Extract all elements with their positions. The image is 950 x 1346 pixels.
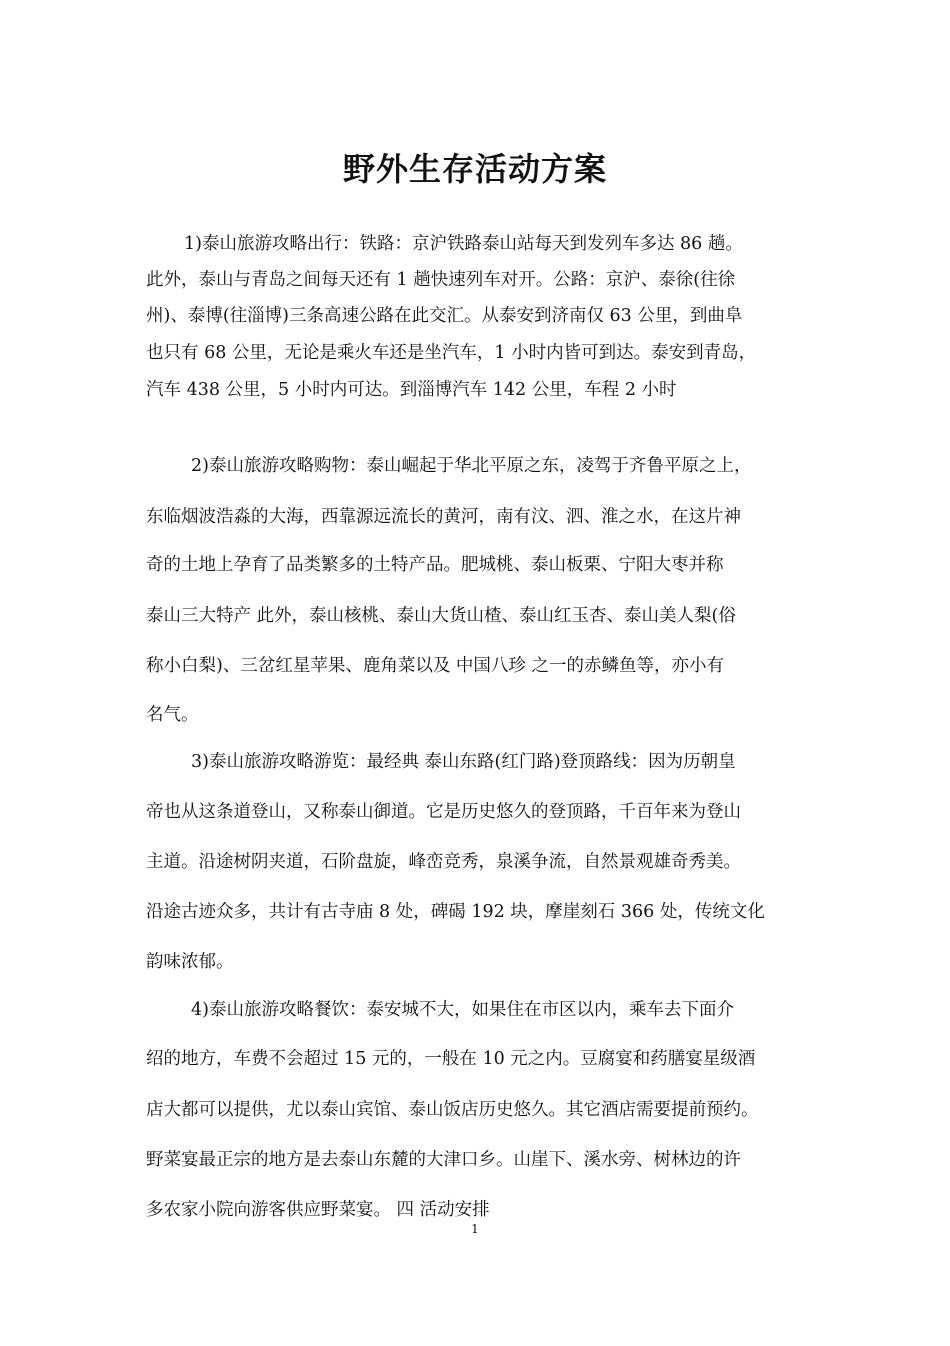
paragraph-line: 沿途古迹众多，共计有古寺庙 8 处，碑碣 192 块，摩崖刻石 366 处，传统文化 bbox=[146, 902, 765, 922]
paragraph-line: 名气。 bbox=[146, 705, 199, 725]
paragraph-line: 店大都可以提供，尤以泰山宾馆、泰山饭店历史悠久。其它酒店需要提前预约。 bbox=[146, 1100, 759, 1120]
paragraph-line: 1)泰山旅游攻略出行：铁路：京沪铁路泰山站每天到发列车多达 86 趟。 bbox=[184, 234, 743, 254]
paragraph-line: 东临烟波浩淼的大海，西靠源远流长的黄河，南有汶、泗、淮之水，在这片神 bbox=[146, 507, 741, 527]
paragraph-line: 4)泰山旅游攻略餐饮：泰安城不大，如果住在市区以内，乘车去下面介 bbox=[191, 1000, 734, 1020]
paragraph-line: 汽车 438 公里，5 小时内可达。到淄博汽车 142 公里，车程 2 小时 bbox=[146, 380, 677, 400]
paragraph-line: 州)、泰博(往淄博)三条高速公路在此交汇。从泰安到济南仅 63 公里，到曲阜 bbox=[146, 306, 743, 326]
paragraph-line: 多农家小院向游客供应野菜宴。 四 活动安排 bbox=[146, 1200, 490, 1220]
paragraph-line: 泰山三大特产 此外，泰山核桃、泰山大货山楂、泰山红玉杏、泰山美人梨(俗 bbox=[146, 606, 736, 626]
paragraph-line: 野菜宴最正宗的地方是去泰山东麓的大津口乡。山崖下、溪水旁、树林边的许 bbox=[146, 1150, 741, 1170]
paragraph-line: 2)泰山旅游攻略购物：泰山崛起于华北平原之东，凌驾于齐鲁平原之上， bbox=[191, 456, 752, 476]
paragraph-line: 韵味浓郁。 bbox=[146, 952, 234, 972]
paragraph-line: 绍的地方，车费不会超过 15 元的，一般在 10 元之内。豆腐宴和药膳宴星级酒 bbox=[146, 1049, 756, 1069]
document-title: 野外生存活动方案 bbox=[342, 150, 607, 189]
paragraph-line: 也只有 68 公里，无论是乘火车还是坐汽车，1 小时内皆可到达。泰安到青岛， bbox=[146, 343, 757, 363]
page-number: 1 bbox=[471, 1222, 479, 1236]
paragraph-line: 称小白梨)、三岔红星苹果、鹿角菜以及 中国八珍 之一的赤鳞鱼等，亦小有 bbox=[146, 656, 724, 676]
paragraph-line: 奇的土地上孕育了品类繁多的土特产品。肥城桃、泰山板栗、宁阳大枣并称 bbox=[146, 555, 724, 575]
paragraph-line: 主道。沿途树阴夹道，石阶盘旋，峰峦竞秀，泉溪争流，自然景观雄奇秀美。 bbox=[146, 852, 741, 872]
paragraph-line: 此外，泰山与青岛之间每天还有 1 趟快速列车对开。公路：京沪、泰徐(往徐 bbox=[146, 270, 736, 290]
paragraph-line: 3)泰山旅游攻略游览：最经典 泰山东路(红门路)登顶路线：因为历朝皇 bbox=[191, 752, 736, 772]
paragraph-line: 帝也从这条道登山，又称泰山御道。它是历史悠久的登顶路，千百年来为登山 bbox=[146, 802, 741, 822]
